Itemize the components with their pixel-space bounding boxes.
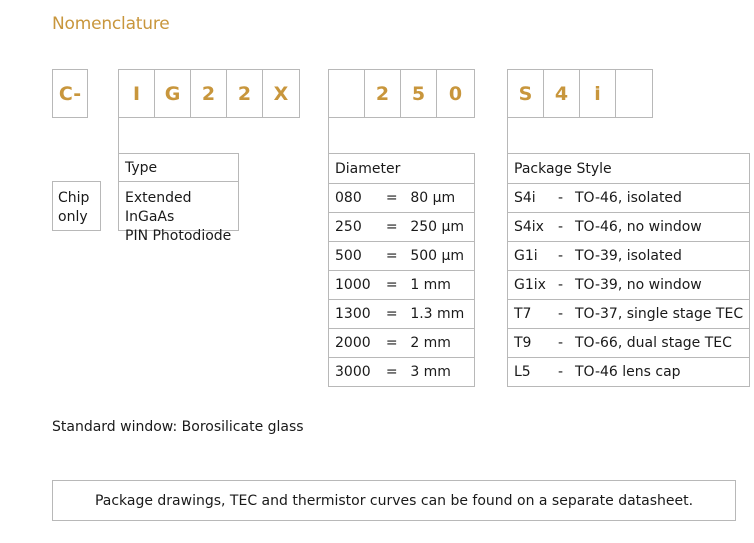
- code-cell-diameter-1: [328, 69, 365, 118]
- code-cell-type-4: 2: [226, 69, 263, 118]
- package-dash: -: [552, 358, 569, 387]
- diameter-code: 080: [329, 184, 380, 213]
- code-cell-package-1: S: [507, 69, 544, 118]
- type-line1: Extended InGaAs: [125, 190, 192, 225]
- diameter-header: Diameter: [329, 154, 475, 184]
- table-row: [329, 184, 475, 213]
- standard-window-note: Standard window: Borosilicate glass: [52, 419, 304, 435]
- code-cell-type-1: I: [118, 69, 155, 118]
- table-row: [508, 242, 750, 271]
- table-row: [508, 300, 750, 329]
- package-code: G1i: [508, 242, 552, 271]
- diameter-eq: =: [379, 358, 404, 387]
- package-desc: TO-46 lens cap: [569, 358, 750, 387]
- diameter-eq: =: [379, 329, 404, 358]
- table-row: [329, 358, 475, 387]
- table-row: [508, 358, 750, 387]
- code-cell-package-3: i: [579, 69, 616, 118]
- footer-note: Package drawings, TEC and thermistor curves can be found on a separate datasheet.: [52, 480, 736, 521]
- table-row: [329, 242, 475, 271]
- code-cell-diameter-3: 5: [400, 69, 437, 118]
- page-title: Nomenclature: [52, 14, 170, 34]
- diameter-value: 1.3 mm: [404, 300, 474, 329]
- type-header: Type: [118, 153, 239, 182]
- code-cell-prefix: C-: [52, 69, 88, 118]
- code-cell-package-2: 4: [543, 69, 580, 118]
- package-code: S4i: [508, 184, 552, 213]
- chip-only-line2: only: [58, 209, 88, 225]
- diameter-value: 250 μm: [404, 213, 474, 242]
- diameter-eq: =: [379, 271, 404, 300]
- code-cell-type-3: 2: [190, 69, 227, 118]
- code-cell-package-4: [615, 69, 653, 118]
- package-table: [507, 153, 750, 387]
- package-desc: TO-46, no window: [569, 213, 750, 242]
- connector-diameter: [328, 117, 329, 153]
- package-code: T9: [508, 329, 552, 358]
- diameter-code: 500: [329, 242, 380, 271]
- code-cell-type-2: G: [154, 69, 191, 118]
- type-description: [118, 181, 239, 244]
- chip-only-line1: Chip: [58, 190, 90, 206]
- diameter-eq: =: [379, 242, 404, 271]
- package-header: Package Style: [508, 154, 750, 184]
- package-dash: -: [552, 300, 569, 329]
- diameter-code: 1000: [329, 271, 380, 300]
- package-dash: -: [552, 184, 569, 213]
- diameter-value: 500 μm: [404, 242, 474, 271]
- package-desc: TO-39, no window: [569, 271, 750, 300]
- package-desc: TO-39, isolated: [569, 242, 750, 271]
- table-row: [329, 271, 475, 300]
- diameter-code: 1300: [329, 300, 380, 329]
- code-cell-type-5: X: [262, 69, 300, 118]
- table-row: [329, 329, 475, 358]
- diameter-value: 80 μm: [404, 184, 474, 213]
- table-row: [329, 300, 475, 329]
- diameter-eq: =: [379, 213, 404, 242]
- connector-package: [507, 117, 508, 153]
- diameter-value: 2 mm: [404, 329, 474, 358]
- package-code: G1ix: [508, 271, 552, 300]
- diameter-eq: =: [379, 300, 404, 329]
- package-desc: TO-46, isolated: [569, 184, 750, 213]
- code-cell-diameter-2: 2: [364, 69, 401, 118]
- package-code: L5: [508, 358, 552, 387]
- diameter-code: 3000: [329, 358, 380, 387]
- package-dash: -: [552, 329, 569, 358]
- chip-only-box: [52, 181, 101, 231]
- diameter-code: 2000: [329, 329, 380, 358]
- table-row: [508, 184, 750, 213]
- table-row: [508, 329, 750, 358]
- table-row: [329, 213, 475, 242]
- type-line2: PIN Photodiode: [125, 228, 232, 244]
- package-desc: TO-66, dual stage TEC: [569, 329, 750, 358]
- package-dash: -: [552, 242, 569, 271]
- diameter-value: 3 mm: [404, 358, 474, 387]
- package-code: T7: [508, 300, 552, 329]
- package-dash: -: [552, 213, 569, 242]
- table-row: [508, 271, 750, 300]
- package-dash: -: [552, 271, 569, 300]
- diameter-value: 1 mm: [404, 271, 474, 300]
- package-code: S4ix: [508, 213, 552, 242]
- package-desc: TO-37, single stage TEC: [569, 300, 750, 329]
- diameter-eq: =: [379, 184, 404, 213]
- diameter-code: 250: [329, 213, 380, 242]
- code-cell-diameter-4: 0: [436, 69, 475, 118]
- connector-type: [118, 117, 119, 153]
- diameter-table: [328, 153, 475, 387]
- table-row: [508, 213, 750, 242]
